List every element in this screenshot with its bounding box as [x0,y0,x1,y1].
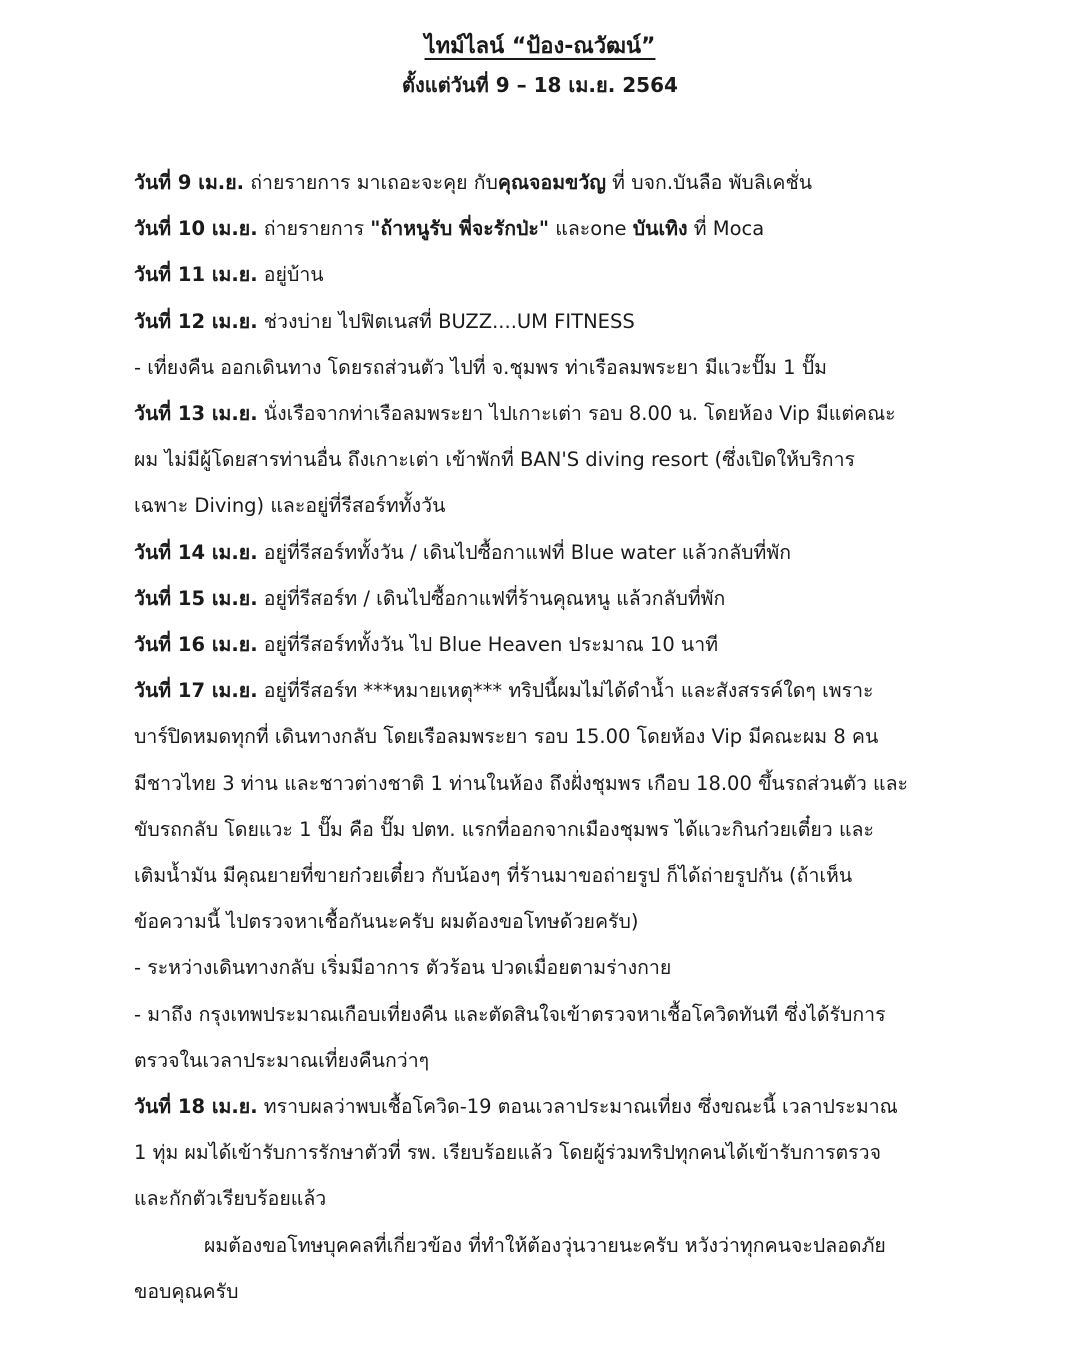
entry-continuation: เติมน้ำมัน มีคุณยายที่ขายก๋วยเตี๋ยว กับน้องๆ ที่ร้านมาขอถ่ายรูป ก็ได้ถ่ายรูปกัน (ถ้าเห็น [134,864,853,888]
timeline-note-apr12: - เที่ยงคืน ออกเดินทาง โดยรถส่วนตัว ไปที่ จ.ชุมพร ท่าเรือลมพระยา มีแวะปั๊ม 1 ปั๊ม [134,355,827,379]
entry-continuation: เฉพาะ Diving) และอยู่ที่รีสอร์ททั้งวัน [134,494,446,518]
closing-section [134,1223,970,1315]
timeline-entry-apr15 [134,576,970,622]
title-text: ไทม์ไลน์ “ป้อง-ณวัฒน์” [424,34,656,59]
closing-apology: ผมต้องขอโทษบุคคลที่เกี่ยวข้อง ที่ทำให้ต้องวุ่นวายนะครับ หวังว่าทุกคนจะปลอดภัย [204,1233,886,1257]
timeline-entry-apr16 [134,622,970,668]
timeline [134,160,970,1223]
entry-text: อยู่ที่รีสอร์ท / เดินไปซื้อกาแฟที่ร้านคุณหนู แล้วกลับที่พัก [257,586,726,610]
entry-text: ทราบผลว่าพบเชื้อโควิด-19 ตอนเวลาประมาณเที่ยง ซึ่งขณะนี้ เวลาประมาณ [257,1095,898,1119]
entry-date: วันที่ 13 เม.ย. [134,402,258,426]
timeline-entry-apr9 [134,160,970,206]
document-subtitle: ตั้งแต่วันที่ 9 – 18 เม.ย. 2564 [402,73,678,97]
entry-date: วันที่ 17 เม.ย. [134,679,258,703]
entry-text: ช่วงบ่าย ไปฟิตเนสที่ BUZZ....UM FITNESS [257,309,635,333]
entry-date: วันที่ 15 เม.ย. [134,586,258,610]
entry-continuation: ตรวจในเวลาประมาณเที่ยงคืนกว่าๆ [134,1048,430,1072]
timeline-note-symptoms: - ระหว่างเดินทางกลับ เริ่มมีอาการ ตัวร้อน ปวดเมื่อยตามร่างกาย [134,956,672,980]
timeline-entry-apr10 [134,206,970,252]
closing-thanks: ขอบคุณครับ [134,1279,239,1303]
entry-date: วันที่ 10 เม.ย. [134,217,258,241]
entry-text: อยู่บ้าน [257,263,324,287]
document-title [110,28,970,66]
entry-continuation: ขับรถกลับ โดยแวะ 1 ปั๊ม คือ ปั๊ม ปตท. แรกที่ออกจากเมืองชุมพร ได้แวะกินก๋วยเตี๋ยว และ [134,817,874,841]
timeline-note-testing: - มาถึง กรุงเทพประมาณเกือบเที่ยงคืน และตัดสินใจเข้าตรวจหาเชื้อโควิดทันที ซึ่งได้รับการ [134,1002,886,1026]
entry-continuation: ข้อความนี้ ไปตรวจหาเชื้อกันนะครับ ผมต้องขอโทษด้วยครับ) [134,910,639,934]
entry-highlight: บันเทิง [632,217,688,241]
entry-date: วันที่ 11 เม.ย. [134,263,258,287]
timeline-entry-apr11 [134,252,970,298]
entry-date: วันที่ 9 เม.ย. [134,171,245,194]
entry-continuation: มีชาวไทย 3 ท่าน และชาวต่างชาติ 1 ท่านในห้อง ถึงฝั่งชุมพร เกือบ 18.00 ขึ้นรถส่วนตัว และ [134,771,908,795]
entry-date: วันที่ 18 เม.ย. [134,1095,258,1119]
entry-text: ถ่ายรายการ มาเถอะจะคุย กับ [244,171,498,194]
entry-highlight: คุณจอมขวัญ [497,171,606,194]
entry-text: อยู่ที่รีสอร์ททั้งวัน ไป Blue Heaven ประมาณ 10 นาที [257,633,719,657]
timeline-entry-apr17 [134,668,970,714]
entry-text: ที่ บจก.บันลือ พับลิเคชั่น [605,171,813,194]
entry-text: อยู่ที่รีสอร์ททั้งวัน / เดินไปซื้อกาแฟที่ Blue water แล้วกลับที่พัก [257,540,792,564]
entry-text: อยู่ที่รีสอร์ท ***หมายเหตุ*** ทริปนี้ผมไม่ได้ดำน้ำ และสังสรรค์ใดๆ เพราะ [257,679,874,703]
entry-text: นั่งเรือจากท่าเรือลมพระยา ไปเกาะเต่า รอบ 8.00 น. โดยห้อง Vip มีแต่คณะ [257,402,896,426]
entry-text: และone [549,217,633,241]
entry-continuation: บาร์ปิดหมดทุกที่ เดินทางกลับ โดยเรือลมพระยา รอบ 15.00 โดยห้อง Vip มีคณะผม 8 คน [134,725,879,749]
entry-text: ถ่ายรายการ [257,217,371,241]
timeline-entry-apr12 [134,299,970,345]
timeline-entry-apr13 [134,391,970,437]
entry-date: วันที่ 12 เม.ย. [134,309,258,333]
timeline-entry-apr18 [134,1084,970,1130]
entry-continuation: และกักตัวเรียบร้อยแล้ว [134,1187,327,1211]
entry-text: ที่ Moca [687,217,765,241]
entry-date: วันที่ 14 เม.ย. [134,540,258,564]
entry-continuation: ผม ไม่มีผู้โดยสารท่านอื่น ถึงเกาะเต่า เข้าพักที่ BAN'S diving resort (ซึ่งเปิดให้บริการ [134,448,856,472]
entry-date: วันที่ 16 เม.ย. [134,633,258,657]
timeline-entry-apr14 [134,530,970,576]
entry-highlight: "ถ้าหนูรับ พี่จะรักป่ะ" [370,217,550,241]
entry-continuation: 1 ทุ่ม ผมได้เข้ารับการรักษาตัวที่ รพ. เรียบร้อยแล้ว โดยผู้ร่วมทริปทุกคนได้เข้ารับการตรวจ [134,1141,881,1165]
